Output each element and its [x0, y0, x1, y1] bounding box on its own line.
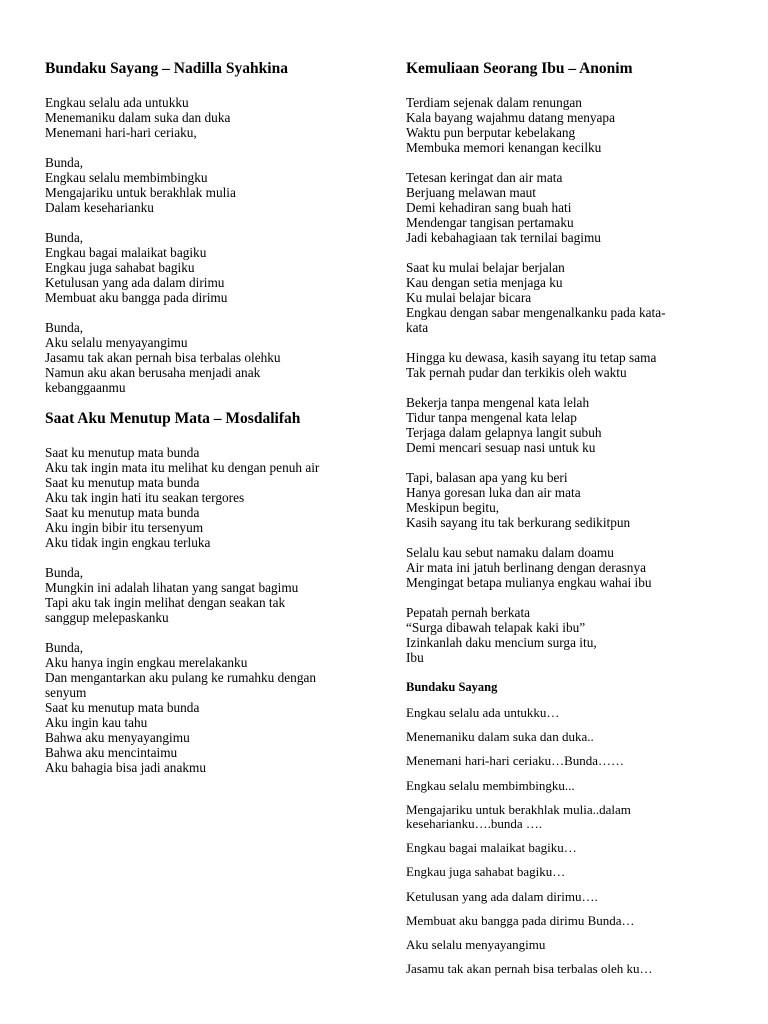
verse-line: Aku tidak ingin engkau terluka [45, 535, 211, 550]
verse-line: Waktu pun berputar kebelakang [406, 125, 576, 140]
verse-line: Tapi aku tak ingin melihat dengan seakan tak [45, 595, 286, 610]
stanza [406, 605, 716, 665]
verse-line: Engkau juga sahabat bagiku [45, 260, 195, 275]
verse-line: Berjuang melawan maut [406, 185, 536, 200]
verse-line: Tapi, balasan apa yang ku beri [406, 470, 568, 485]
verse-line: Izinkanlah daku mencium surga itu, [406, 635, 597, 650]
verse-line: Menemaniku dalam suka dan duka [45, 110, 231, 125]
poem-kemuliaan-seorang-ibu [406, 60, 716, 665]
verse-line: Bunda, [45, 230, 84, 245]
verse-line: Demi mencari sesuap nasi untuk ku [406, 440, 596, 455]
stanza [45, 445, 375, 550]
verse-line: Engkau selalu ada untukku [45, 95, 189, 110]
verse-line: Engkau bagai malaikat bagiku [45, 245, 207, 260]
verse-line: senyum [45, 685, 87, 700]
stanza [406, 395, 716, 455]
verse-line: Kau dengan setia menjaga ku [406, 275, 563, 290]
verse-line: Saat ku menutup mata bunda [45, 505, 200, 520]
verse-line: Bahwa aku menyayangimu [45, 730, 190, 745]
verse-line: kebanggaanmu [45, 380, 126, 395]
stanza [406, 170, 716, 245]
paragraph-line [406, 914, 716, 928]
verse-line: Selalu kau sebut namaku dalam doamu [406, 545, 614, 560]
verse-line: Bunda, [45, 155, 84, 170]
verse-line: Saat ku mulai belajar berjalan [406, 260, 565, 275]
stanza [45, 155, 375, 215]
verse-line: Mengingat betapa mulianya engkau wahai ibu [406, 575, 652, 590]
verse-line: Engkau selalu membimbingku [45, 170, 208, 185]
verse-line: Aku ingin bibir itu tersenyum [45, 520, 204, 535]
verse-line: Aku selalu menyayangimu [45, 335, 188, 350]
verse-line: Terjaga dalam gelapnya langit subuh [406, 425, 602, 440]
verse-line: Engkau juga sahabat bagiku… [406, 864, 566, 880]
verse-line: Aku bahagia bisa jadi anakmu [45, 760, 206, 775]
stanza [406, 470, 716, 530]
verse-line: Bunda, [45, 320, 84, 335]
verse-line: Hingga ku dewasa, kasih sayang itu tetap sama [406, 350, 657, 365]
verse-line: “Surga dibawah telapak kaki ibu” [406, 620, 586, 635]
verse-line: Engkau selalu membimbingku... [406, 777, 575, 793]
verse-line: Mengajariku untuk berakhlak mulia..dalam [406, 801, 631, 817]
verse-line: Bunda, [45, 640, 84, 655]
verse-line: Tak pernah pudar dan terkikis oleh waktu [406, 365, 627, 380]
verse-line: sanggup melepaskanku [45, 610, 169, 625]
verse-line: Namun aku akan berusaha menjadi anak [45, 365, 261, 380]
verse-line: Air mata ini jatuh berlinang dengan derasnya [406, 560, 646, 575]
poem-title: Saat Aku Menutup Mata – Mosdalifah [45, 410, 301, 427]
verse-line: kata [406, 320, 429, 335]
verse-line: Mengajariku untuk berakhlak mulia [45, 185, 236, 200]
verse-line: Bahwa aku mencintaimu [45, 745, 178, 760]
verse-line: Bunda, [45, 565, 84, 580]
poem-title: Bundaku Sayang – Nadilla Syahkina [45, 60, 288, 77]
verse-line: Dan mengantarkan aku pulang ke rumahku dengan [45, 670, 317, 685]
paragraph-line [406, 730, 716, 744]
stanza [45, 95, 375, 140]
verse-line: Engkau bagai malaikat bagiku… [406, 840, 577, 856]
paragraph-line [406, 841, 716, 855]
stanza [45, 230, 375, 305]
verse-line: Pepatah pernah berkata [406, 605, 531, 620]
verse-line: Ibu [406, 650, 424, 665]
verse-line: Ketulusan yang ada dalam dirimu…. [406, 888, 598, 904]
verse-line: Saat ku menutup mata bunda [45, 445, 200, 460]
stanza [45, 565, 375, 625]
paragraph-line [406, 779, 716, 793]
verse-line: Menemani hari-hari ceriaku, [45, 125, 197, 140]
verse-line: Engkau dengan sabar mengenalkanku pada kata- [406, 305, 666, 320]
verse-line: Bekerja tanpa mengenal kata lelah [406, 395, 590, 410]
stanza [45, 640, 375, 775]
verse-line: keseharianku….bunda …. [406, 816, 543, 832]
verse-line: Menemani hari-hari ceriaku…Bunda…… [406, 753, 625, 769]
verse-line: Saat ku menutup mata bunda [45, 475, 200, 490]
verse-line: Aku ingin kau tahu [45, 715, 148, 730]
verse-line: Saat ku menutup mata bunda [45, 700, 200, 715]
verse-line: Ketulusan yang ada dalam dirimu [45, 275, 225, 290]
verse-line: Dalam keseharianku [45, 200, 154, 215]
paragraph-line [406, 803, 716, 831]
paragraph-line [406, 865, 716, 879]
poem-title: Kemuliaan Seorang Ibu – Anonim [406, 60, 633, 77]
stanza [406, 545, 716, 590]
poem-title: Bundaku Sayang [406, 680, 498, 694]
verse-line: Engkau selalu ada untukku… [406, 705, 560, 720]
verse-line: Kala bayang wajahmu datang menyapa [406, 110, 615, 125]
paragraph-line [406, 706, 716, 720]
stanza [406, 260, 716, 335]
verse-line: Aku tak ingin hati itu seakan tergores [45, 490, 245, 505]
left-column [45, 60, 375, 790]
verse-line: Membuat aku bangga pada dirimu Bunda… [406, 912, 635, 928]
poem-bundaku-sayang [45, 60, 375, 395]
verse-line: Aku hanya ingin engkau merelakanku [45, 655, 248, 670]
verse-line: Meskipun begitu, [406, 500, 500, 515]
verse-line: Tidur tanpa mengenal kata lelap [406, 410, 577, 425]
verse-line: Jasamu tak akan pernah bisa terbalas oleh ku… [406, 961, 653, 977]
verse-line: Membuka memori kenangan kecilku [406, 140, 602, 155]
verse-line: Terdiam sejenak dalam renungan [406, 95, 582, 110]
stanza [406, 350, 716, 380]
verse-line: Aku selalu menyayangimu [406, 937, 546, 953]
paragraph-line [406, 938, 716, 952]
verse-line: Menemaniku dalam suka dan duka.. [406, 729, 594, 745]
verse-line: Jadi kebahagiaan tak ternilai bagimu [406, 230, 601, 245]
paragraph-line [406, 962, 716, 976]
verse-line: Hanya goresan luka dan air mata [406, 485, 581, 500]
verse-line: Tetesan keringat dan air mata [406, 170, 563, 185]
stanza [45, 320, 375, 395]
poem-bundaku-sayang-2 [406, 680, 716, 976]
verse-line: Demi kehadiran sang buah hati [406, 200, 572, 215]
paragraph-line [406, 890, 716, 904]
right-column [406, 60, 716, 986]
verse-line: Mendengar tangisan pertamaku [406, 215, 574, 230]
paragraph-line [406, 754, 716, 768]
verse-line: Membuat aku bangga pada dirimu [45, 290, 228, 305]
poem-saat-aku-menutup-mata [45, 410, 375, 775]
verse-line: Kasih sayang itu tak berkurang sedikitpun [406, 515, 631, 530]
verse-line: Jasamu tak akan pernah bisa terbalas olehku [45, 350, 281, 365]
verse-line: Mungkin ini adalah lihatan yang sangat bagimu [45, 580, 299, 595]
stanza [406, 95, 716, 155]
verse-line: Ku mulai belajar bicara [406, 290, 532, 305]
verse-line: Aku tak ingin mata itu melihat ku dengan penuh air [45, 460, 320, 475]
